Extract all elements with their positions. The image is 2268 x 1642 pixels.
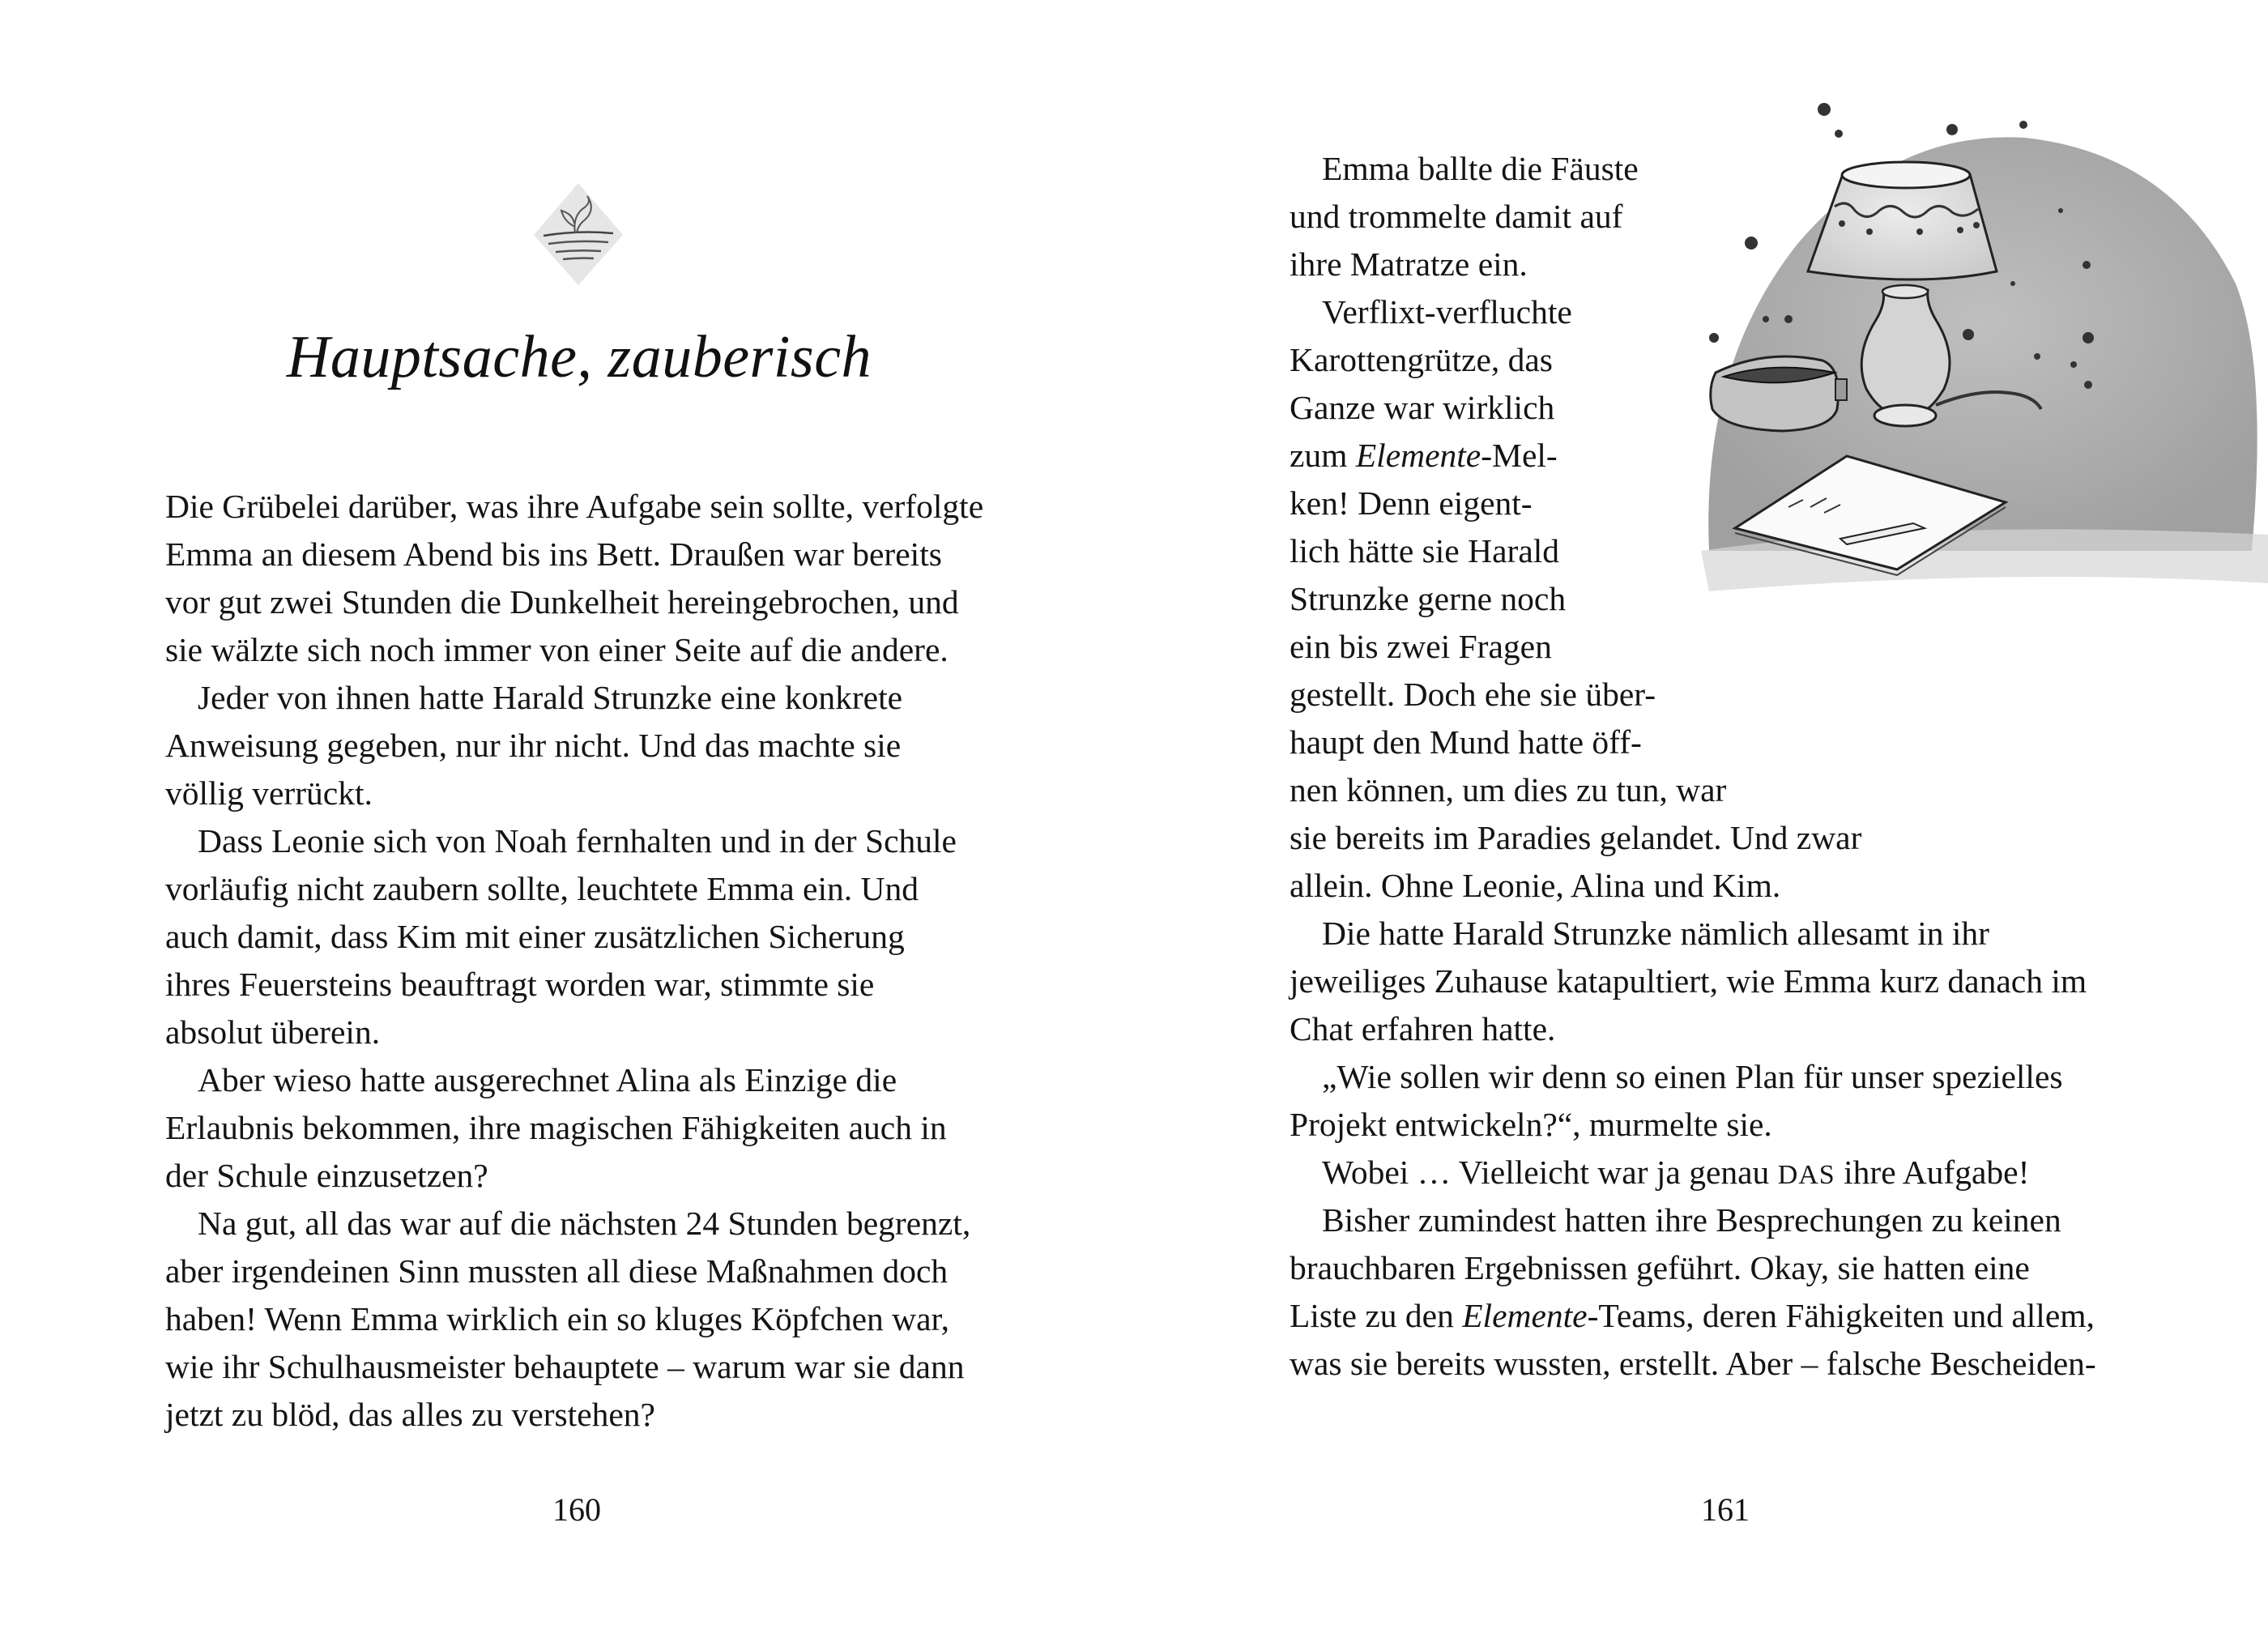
text-line bbox=[1290, 288, 2096, 336]
text-segment: lich hätte sie Harald bbox=[1290, 532, 1560, 569]
text-segment: ken! Denn eigent- bbox=[1290, 484, 1533, 522]
text-segment: und trommelte damit auf bbox=[1290, 198, 1623, 235]
text-line: völlig verrückt. bbox=[165, 774, 373, 812]
text-line: jetzt zu blöd, das alles zu verstehen? bbox=[165, 1396, 655, 1433]
text-line: Dass Leonie sich von Noah fernhalten und in der Schule bbox=[198, 822, 957, 859]
text-line: vor gut zwei Stunden die Dunkelheit hereingebrochen, und bbox=[165, 583, 959, 621]
text-segment: Ganze war wirklich bbox=[1290, 389, 1555, 426]
text-segment: zum bbox=[1290, 437, 1356, 474]
text-line bbox=[1290, 623, 2096, 671]
right-page bbox=[1134, 0, 2268, 1642]
right-body-text bbox=[1290, 145, 2096, 1388]
text-segment: -Teams, deren Fähigkeiten und allem, bbox=[1587, 1297, 2095, 1334]
text-line bbox=[1290, 336, 2096, 384]
text-line bbox=[1290, 575, 2096, 623]
text-line bbox=[1290, 432, 2096, 480]
text-line: sie wälzte sich noch immer von einer Seite auf die andere. bbox=[165, 631, 949, 668]
text-line bbox=[1290, 1053, 2096, 1101]
text-line bbox=[1290, 1101, 2096, 1149]
text-line: ihres Feuersteins beauftragt worden war, stimmte sie bbox=[165, 966, 875, 1003]
text-segment: „Wie sollen wir denn so einen Plan für unser spezielles bbox=[1322, 1058, 2063, 1095]
text-line bbox=[1290, 1292, 2096, 1340]
sprout-diamond-emblem-icon bbox=[532, 181, 625, 287]
text-line: absolut überein. bbox=[165, 1013, 381, 1051]
text-line bbox=[1290, 145, 2096, 193]
text-segment: brauchbaren Ergebnissen geführt. Okay, sie hatten eine bbox=[1290, 1249, 2030, 1286]
text-segment: ihre Aufgabe! bbox=[1835, 1154, 2030, 1191]
text-segment: nen können, um dies zu tun, war bbox=[1290, 771, 1727, 808]
text-segment: -Mel- bbox=[1481, 437, 1558, 474]
text-line: Emma an diesem Abend bis ins Bett. Draußen war bereits bbox=[165, 535, 942, 573]
small-caps-emphasis: DAS bbox=[1777, 1160, 1835, 1190]
text-segment: ein bis zwei Fragen bbox=[1290, 628, 1552, 665]
text-line bbox=[1290, 862, 2096, 910]
text-segment: Liste zu den bbox=[1290, 1297, 1463, 1334]
text-segment: ihre Matratze ein. bbox=[1290, 245, 1528, 283]
left-body-text bbox=[165, 483, 983, 1439]
text-line bbox=[1290, 766, 2096, 814]
text-line bbox=[1290, 480, 2096, 527]
text-line bbox=[1290, 527, 2096, 575]
text-line: vorläufig nicht zaubern sollte, leuchtete Emma ein. Und bbox=[165, 870, 919, 907]
text-line bbox=[1290, 193, 2096, 241]
chapter-title: Hauptsache, zauberisch bbox=[286, 324, 872, 390]
italic-term: Elemente bbox=[1462, 1297, 1588, 1334]
text-line bbox=[1290, 671, 2096, 719]
text-segment: Bisher zumindest hatten ihre Besprechungen zu keinen bbox=[1322, 1201, 2061, 1239]
text-segment: Die hatte Harald Strunzke nämlich allesamt in ihr bbox=[1322, 915, 1989, 952]
text-line: Jeder von ihnen hatte Harald Strunzke eine konkrete bbox=[198, 679, 903, 716]
text-line bbox=[1290, 1005, 2096, 1053]
text-segment: Strunzke gerne noch bbox=[1290, 580, 1567, 617]
text-line bbox=[1290, 1244, 2096, 1292]
page-number-left: 160 bbox=[552, 1491, 601, 1528]
text-line bbox=[1290, 241, 2096, 288]
text-segment: haupt den Mund hatte öff- bbox=[1290, 723, 1642, 761]
text-segment: Karottengrütze, das bbox=[1290, 341, 1553, 378]
text-line: Erlaubnis bekommen, ihre magischen Fähigkeiten auch in bbox=[165, 1109, 947, 1146]
page-number-right: 161 bbox=[1701, 1491, 1750, 1528]
text-line: aber irgendeinen Sinn mussten all diese Maßnahmen doch bbox=[165, 1252, 949, 1290]
text-segment: gestellt. Doch ehe sie über- bbox=[1290, 676, 1656, 713]
text-line: der Schule einzusetzen? bbox=[165, 1157, 488, 1194]
text-line bbox=[1290, 384, 2096, 432]
text-segment: was sie bereits wussten, erstellt. Aber – falsche Bescheiden- bbox=[1290, 1345, 2096, 1382]
text-segment: Chat erfahren hatte. bbox=[1290, 1010, 1556, 1047]
text-line: Anweisung gegeben, nur ihr nicht. Und das machte sie bbox=[165, 727, 902, 764]
text-line: wie ihr Schulhausmeister behauptete – warum war sie dann bbox=[165, 1348, 965, 1385]
text-segment: Projekt entwickeln?“, murmelte sie. bbox=[1290, 1106, 1772, 1143]
text-line bbox=[1290, 1149, 2096, 1196]
text-line bbox=[1290, 1196, 2096, 1244]
text-segment: jeweiliges Zuhause katapultiert, wie Emma kurz danach im bbox=[1290, 962, 2087, 1000]
text-line bbox=[1290, 1340, 2096, 1388]
text-segment: allein. Ohne Leonie, Alina und Kim. bbox=[1290, 867, 1781, 904]
text-segment: Emma ballte die Fäuste bbox=[1322, 150, 1639, 187]
italic-term: Elemente bbox=[1355, 437, 1481, 474]
text-segment: sie bereits im Paradies gelandet. Und zwar bbox=[1290, 819, 1862, 856]
text-line: Na gut, all das war auf die nächsten 24 Stunden begrenzt, bbox=[198, 1205, 971, 1242]
text-line bbox=[1290, 910, 2096, 957]
text-line: haben! Wenn Emma wirklich ein so kluges Köpfchen war, bbox=[165, 1300, 950, 1337]
text-line: Die Grübelei darüber, was ihre Aufgabe sein sollte, verfolgte bbox=[165, 488, 984, 525]
text-line bbox=[1290, 719, 2096, 766]
text-segment: Wobei … Vielleicht war ja genau bbox=[1322, 1154, 1778, 1191]
text-line bbox=[1290, 957, 2096, 1005]
text-line: auch damit, dass Kim mit einer zusätzlichen Sicherung bbox=[165, 918, 905, 955]
text-segment: Verflixt-verfluchte bbox=[1322, 293, 1572, 331]
text-line: Aber wieso hatte ausgerechnet Alina als Einzige die bbox=[198, 1061, 897, 1098]
text-line bbox=[1290, 814, 2096, 862]
